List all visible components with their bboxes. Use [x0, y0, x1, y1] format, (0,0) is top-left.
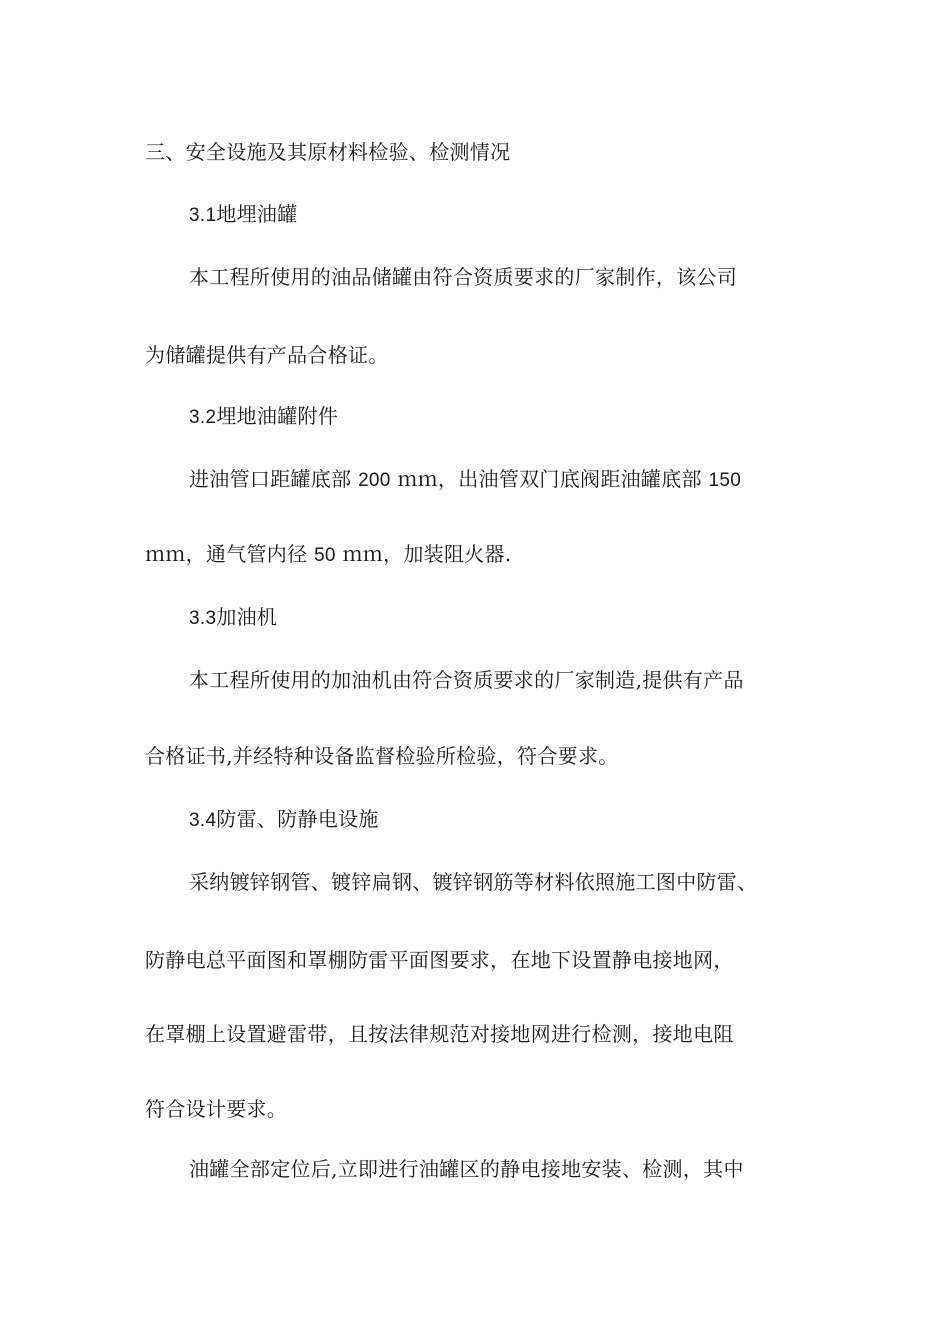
subheading-3-3	[189, 603, 829, 633]
measurement-value: 200	[358, 470, 391, 491]
subheading-3-2	[189, 402, 829, 432]
measurement-value: 50	[314, 545, 336, 566]
paragraph-3-2-line-2	[145, 540, 825, 570]
paragraph-3-4-line-2	[145, 946, 825, 974]
paragraph-text: ｍｍ，通气管内径	[145, 542, 315, 566]
subheading-title: 防雷、防静电设施	[216, 807, 379, 831]
paragraph-text: 合格证书,并经特种设备监督检验所检验，符合要求。	[145, 744, 619, 768]
paragraph-3-4b-line-1	[189, 1155, 829, 1183]
subheading-3-1	[189, 200, 829, 230]
paragraph-text: 进油管口距罐底部	[189, 467, 359, 491]
subheading-number: 3.4	[189, 810, 217, 831]
paragraph-text: 在罩棚上设置避雷带，且按法律规范对接地网进行检测，接地电阻	[145, 1022, 734, 1046]
subheading-3-4	[189, 805, 829, 835]
paragraph-3-4-line-3	[145, 1020, 825, 1048]
paragraph-3-4-line-1	[189, 868, 829, 896]
section-heading-text: 三、安全设施及其原材料检验、检测情况	[145, 140, 511, 164]
paragraph-3-1-line-1	[189, 263, 829, 291]
measurement-value: 150	[708, 470, 742, 491]
paragraph-text: 为储罐提供有产品合格证。	[145, 343, 389, 367]
subheading-title: 加油机	[216, 605, 278, 629]
paragraph-3-1-line-2	[145, 341, 825, 369]
subheading-number: 3.3	[189, 608, 217, 629]
paragraph-3-2-line-1	[189, 465, 829, 495]
section-heading	[145, 138, 825, 166]
paragraph-text: ｍｍ，出油管双门底阀距油罐底部	[390, 467, 709, 491]
paragraph-text: 符合设计要求。	[145, 1097, 288, 1121]
subheading-title: 地埋油罐	[216, 202, 298, 226]
paragraph-text: ｍｍ，加装阻火器.	[335, 542, 512, 566]
subheading-title: 埋地油罐附件	[216, 404, 339, 428]
paragraph-text: 本工程所使用的油品储罐由符合资质要求的厂家制作，该公司	[189, 265, 738, 289]
paragraph-text: 采纳镀锌钢管、镀锌扁钢、镀锌钢筋等材料依照施工图中防雷、	[189, 870, 758, 894]
paragraph-text: 防静电总平面图和罩棚防雷平面图要求，在地下设置静电接地网，	[145, 948, 734, 972]
paragraph-3-4-line-4	[145, 1095, 825, 1123]
subheading-number: 3.2	[189, 407, 217, 428]
paragraph-3-3-line-1	[189, 666, 829, 694]
paragraph-text: 油罐全部定位后,立即进行油罐区的静电接地安装、检测，其中	[189, 1157, 744, 1181]
subheading-number: 3.1	[189, 205, 217, 226]
paragraph-text: 本工程所使用的加油机由符合资质要求的厂家制造,提供有产品	[189, 668, 744, 692]
paragraph-3-3-line-2	[145, 742, 825, 770]
